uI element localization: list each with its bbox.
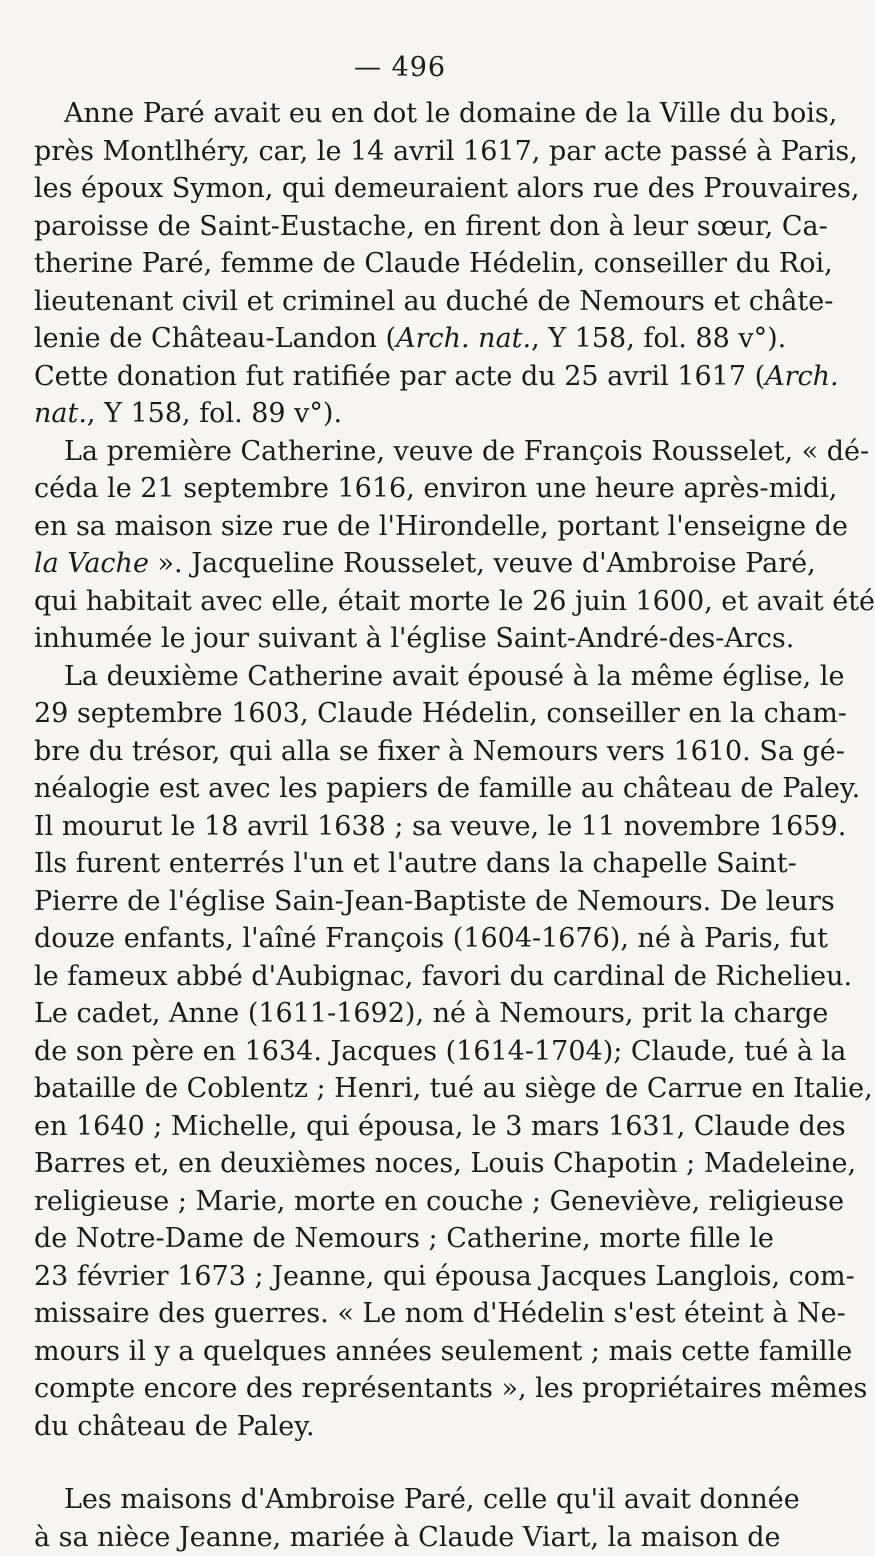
text-line: religieuse ; Marie, morte en couche ; Geneviève, religieuse: [34, 1183, 760, 1221]
text-line: à sa nièce Jeanne, mariée à Claude Viart, la maison de: [34, 1519, 760, 1556]
text-line: bataille de Coblentz ; Henri, tué au siège de Carrue en Italie,: [34, 1070, 760, 1108]
text-line: Les maisons d'Ambroise Paré, celle qu'il avait donnée: [34, 1481, 760, 1519]
text-line: bre du trésor, qui alla se fixer à Nemours vers 1610. Sa gé-: [34, 733, 760, 771]
text-line: qui habitait avec elle, était morte le 26 juin 1600, et avait été: [34, 583, 760, 621]
text-line: compte encore des représentants », les propriétaires mêmes: [34, 1370, 760, 1408]
paragraph-4: [34, 1481, 760, 1556]
text-line: Anne Paré avait eu en dot le domaine de la Ville du bois,: [34, 95, 760, 133]
text-line: néalogie est avec les papiers de famille au château de Paley.: [34, 770, 760, 808]
text-line: 23 février 1673 ; Jeanne, qui épousa Jacques Langlois, com-: [34, 1258, 760, 1296]
paragraph-gap: [34, 1445, 760, 1481]
text-line: Le cadet, Anne (1611-1692), né à Nemours, prit la charge: [34, 995, 760, 1033]
paragraph-1: [34, 95, 760, 433]
text-line: de Notre-Dame de Nemours ; Catherine, morte fille le: [34, 1220, 760, 1258]
text-line: Pierre de l'église Sain-Jean-Baptiste de Nemours. De leurs: [34, 883, 760, 921]
page-body: [34, 95, 760, 1556]
text-line: La deuxième Catherine avait épousé à la même église, le: [34, 658, 760, 696]
text-line: therine Paré, femme de Claude Hédelin, conseiller du Roi,: [34, 245, 760, 283]
text-line: le fameux abbé d'Aubignac, favori du cardinal de Richelieu.: [34, 958, 760, 996]
text-line: du château de Paley.: [34, 1408, 760, 1446]
text-line: lieutenant civil et criminel au duché de Nemours et châte-: [34, 283, 760, 321]
text-line: Barres et, en deuxièmes noces, Louis Chapotin ; Madeleine,: [34, 1145, 760, 1183]
paragraph-2: [34, 433, 760, 658]
text-line: mours il y a quelques années seulement ; mais cette famille: [34, 1333, 760, 1371]
paragraph-3: [34, 658, 760, 1446]
text-line: près Montlhéry, car, le 14 avril 1617, par acte passé à Paris,: [34, 133, 760, 171]
text-line: La première Catherine, veuve de François Rousselet, « dé-: [34, 433, 760, 471]
text-line: lenie de Château-Landon (Arch. nat., Y 158, fol. 88 v°).: [34, 320, 760, 358]
page-number: — 496: [0, 52, 800, 83]
text-line: la Vache ». Jacqueline Rousselet, veuve d'Ambroise Paré,: [34, 545, 760, 583]
text-line: missaire des guerres. « Le nom d'Hédelin s'est éteint à Ne-: [34, 1295, 760, 1333]
text-line: nat., Y 158, fol. 89 v°).: [34, 395, 760, 433]
text-line: en 1640 ; Michelle, qui épousa, le 3 mars 1631, Claude des: [34, 1108, 760, 1146]
text-line: Ils furent enterrés l'un et l'autre dans la chapelle Saint-: [34, 845, 760, 883]
text-line: Cette donation fut ratifiée par acte du 25 avril 1617 (Arch.: [34, 358, 760, 396]
text-line: en sa maison size rue de l'Hirondelle, portant l'enseigne de: [34, 508, 760, 546]
text-line: les époux Symon, qui demeuraient alors rue des Prouvaires,: [34, 170, 760, 208]
text-line: Il mourut le 18 avril 1638 ; sa veuve, le 11 novembre 1659.: [34, 808, 760, 846]
text-line: paroisse de Saint-Eustache, en firent don à leur sœur, Ca-: [34, 208, 760, 246]
text-line: 29 septembre 1603, Claude Hédelin, conseiller en la cham-: [34, 695, 760, 733]
text-line: de son père en 1634. Jacques (1614-1704); Claude, tué à la: [34, 1033, 760, 1071]
text-line: inhumée le jour suivant à l'église Saint-André-des-Arcs.: [34, 620, 760, 658]
text-line: céda le 21 septembre 1616, environ une heure après-midi,: [34, 470, 760, 508]
text-line: douze enfants, l'aîné François (1604-1676), né à Paris, fut: [34, 920, 760, 958]
